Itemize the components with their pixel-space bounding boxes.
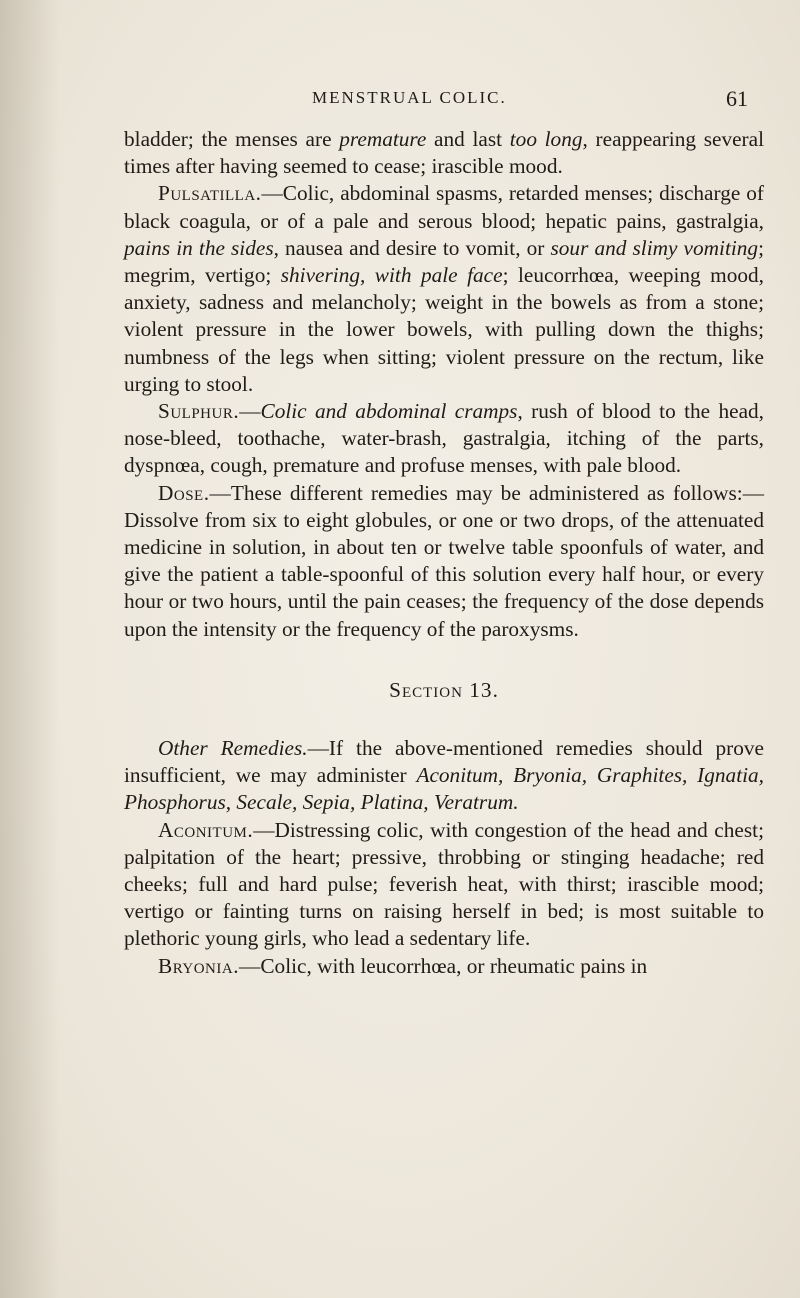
paragraph-continuation: bladder; the menses are premature and last too long, reappearing several times after having seemed to cease; irascible mood.: [124, 127, 765, 179]
paragraph-dose: Dose.—These different remedies may be administered as follows:—Dissolve from six to eight globules, or one or two drops, of the attenuated medicine in solution, in about ten or twelve table spoonfuls of water, and give the patient a table-spoonful of this solution every half hour, or every hour or two hours, until the pain ceases; the frequency of the dose depends upon the intensity or the frequency of the paroxysms.: [124, 480, 764, 641]
page-gutter-shadow: [0, 0, 60, 1298]
paragraph-sulphur: Sulphur.—Colic and abdominal cramps, rush of blood to the head, nose-bleed, toothache, water-brash, gastralgia, itching of the parts, dyspnœa, cough, premature and profuse menses, with pale blood.: [124, 399, 764, 478]
paragraph-aconitum: Aconitum.—Distressing colic, with congestion of the head and chest; palpitation of the heart; pressive, throbbing or stinging headache; red cheeks; full and hard pulse; feverish heat, with thirst; irascible mood; vertigo or fainting turns on raising herself in bed; is most suitable to plethoric young girls, who lead a sedentary life.: [124, 817, 764, 951]
page-header: [124, 88, 764, 116]
running-head: MENSTRUAL COLIC.: [312, 88, 507, 107]
section-heading: Section 13.: [389, 677, 499, 702]
remedy-name: Pulsatilla.: [158, 181, 262, 206]
other-remedies-lead: Other Remedies.: [158, 736, 308, 761]
dose-label: Dose.: [158, 480, 210, 505]
paragraph-bryonia: Bryonia.—Colic, with leucorrhœa, or rheumatic pains in: [158, 953, 648, 978]
remedy-list: Aconitum, Bryonia, Graphites, Ignatia, Phosphorus, Secale, Sepia, Platina, Veratrum.: [124, 763, 764, 815]
remedy-name: Aconitum.: [158, 817, 254, 842]
page-number: 61: [726, 86, 748, 111]
paragraph-other-remedies: Other Remedies.—If the above-mentioned remedies should prove insufficient, we may administer Aconitum, Bryonia, Graphites, Ignatia, Phosphorus, Secale, Sepia, Platina, Veratrum.: [124, 736, 764, 815]
remedy-name: Bryonia.: [158, 953, 240, 978]
page-body: [124, 126, 764, 980]
remedy-name: Sulphur.: [158, 399, 240, 424]
paragraph-pulsatilla: Pulsatilla.—Colic, abdominal spasms, retarded menses; discharge of black coagula, or of a pale and serous blood; hepatic pains, gastralgia, pains in the sides, nausea and desire to vomit, or sour and slimy vomiting; megrim, vertigo; shivering, with pale face; leucorrhœa, weeping mood, anxiety, sadness and melancholy; weight in the bowels as from a stone; violent pressure in the lower bowels, with pulling down the thighs; numbness of the legs when sitting; violent pressure on the rectum, like urging to stool.: [124, 181, 764, 396]
